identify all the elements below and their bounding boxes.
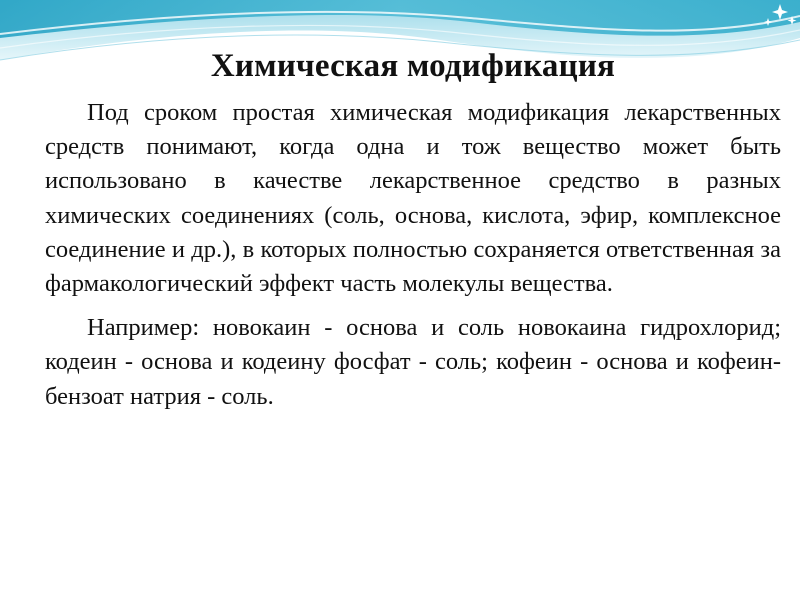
sparkle-decoration-icon [740,0,800,40]
paragraph-definition: Под сроком простая химическая модификация лекарственных средств понимают, когда одна и тож вещество может быть использовано в качестве лекарственное средство в разных химических соединениях (соль, основа, кислота, эфир, комплексное соединение и др.), в которых полностью сохраняется ответственная за фармакологический эффект часть молекулы вещества. [45,99,781,298]
slide-body [45,96,781,424]
slide-title: Химическая модификация [210,48,616,84]
paragraph-example: Например: новокаин - основа и соль новокаина гидрохлорид; кодеин - основа и кодеину фосфат - соль; кофеин - основа и кофеин-бензоат натрия - соль. [45,314,781,410]
